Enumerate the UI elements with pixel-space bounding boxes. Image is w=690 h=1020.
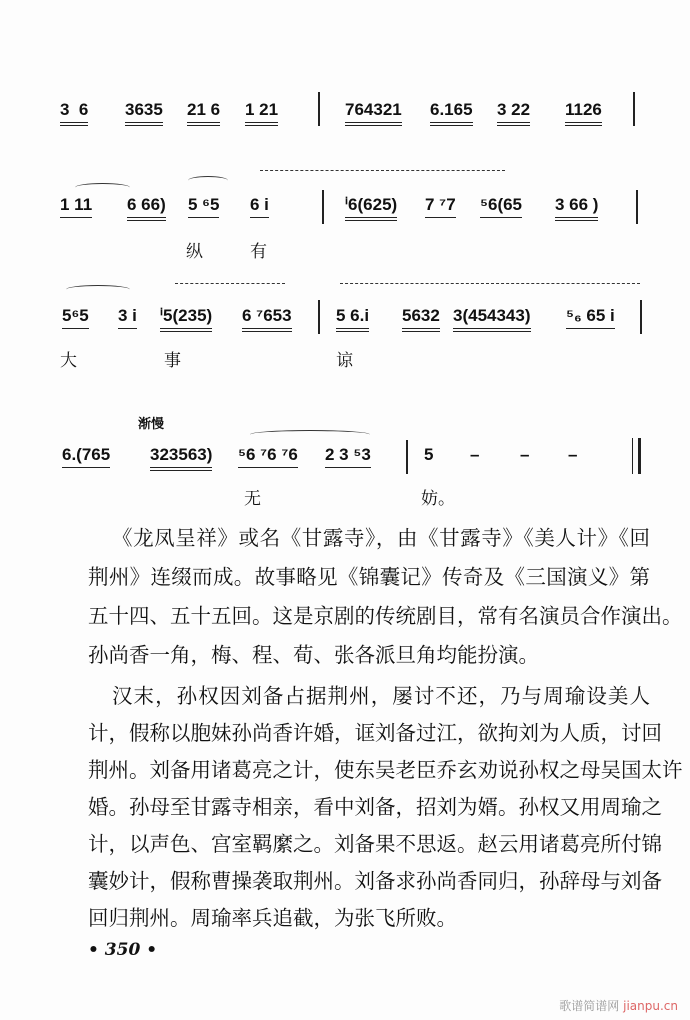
note-group: 6 ⁷653 [242, 306, 292, 332]
barline [633, 92, 635, 126]
note-group: 5 ⁶5 [188, 195, 219, 218]
note-group: 6.165 [430, 100, 473, 126]
note-group: 3 6 [60, 100, 88, 126]
barline [636, 190, 638, 224]
barline [406, 440, 408, 474]
note-group: 6 i [250, 195, 269, 218]
note-group: 3635 [125, 100, 163, 126]
dash: – [520, 445, 530, 464]
note-group: 5 6.i [336, 306, 369, 332]
barline [318, 92, 320, 126]
barline [640, 300, 642, 334]
text-line: 《龙凤呈祥》或名《甘露寺》，由《甘露寺》《美人计》《回 [112, 526, 650, 550]
barline [322, 190, 324, 224]
note-group: 5⁶5 [62, 306, 89, 329]
text-line: 计，假称以胞妹孙尚香许婚，诓刘备过江，欲拘刘为人质，讨回 [88, 721, 662, 745]
text-line: 婚。孙母至甘露寺相亲，看中刘备，招刘为婿。孙权又用周瑜之 [88, 795, 662, 819]
note-group: 5632 [402, 306, 440, 332]
slur [250, 430, 370, 439]
lyric: 纵 [186, 242, 203, 262]
dash: – [568, 445, 578, 464]
note-group: ⁵₆ 65 i [566, 306, 615, 329]
note-group: 1126 [565, 100, 602, 126]
slur [66, 285, 130, 294]
note-group: ⁱ5(235) [160, 306, 212, 332]
final-barline [632, 438, 641, 474]
slur [188, 176, 228, 185]
note-group: 6.(765 [62, 445, 110, 468]
lyric: 事 [164, 351, 181, 371]
text-line: 孙尚香一角，梅、程、荀、张各派旦角均能扮演。 [88, 643, 539, 667]
text-line: 荆州》连缀而成。故事略见《锦囊记》传奇及《三国演义》第 [88, 565, 650, 589]
text-line: 回归荆州。周瑜率兵追截，为张飞所败。 [88, 906, 457, 930]
lyric: 妨。 [421, 489, 455, 509]
note-group: ⁱ6(625) [345, 195, 397, 221]
note-group: 5 [424, 445, 434, 464]
note-group: 6 66) [127, 195, 166, 221]
lyric: 无 [244, 489, 261, 509]
phrase-line [340, 283, 640, 290]
note-group: 3(454343) [453, 306, 531, 332]
note-group: ⁵6(65 [480, 195, 522, 218]
watermark-cn: 歌谱简谱网 [559, 999, 620, 1013]
phrase-line [175, 283, 285, 290]
note-group: 764321 [345, 100, 402, 126]
note-group: 21 6 [187, 100, 220, 126]
page-number: • 350 • [88, 940, 158, 960]
slur [75, 183, 130, 192]
note-group: 2 3 ⁵3 [325, 445, 371, 468]
watermark [559, 997, 678, 1014]
note-group: 323563) [150, 445, 212, 471]
text-line: 汉末，孙权因刘备占据荆州，屡讨不还，乃与周瑜设美人 [112, 684, 650, 708]
text-line: 计，以声色、宫室羁縻之。刘备果不思返。赵云用诸葛亮所付锦 [88, 832, 662, 856]
note-group: ⁵6 ⁷6 ⁷6 [238, 445, 298, 468]
note-group: 3 i [118, 306, 137, 329]
tempo-marking: 渐慢 [138, 417, 165, 432]
note-group: 1 21 [245, 100, 278, 126]
note-group: 7 ⁷7 [425, 195, 456, 218]
note-group: 1 11 [60, 195, 92, 218]
text-line: 荆州。刘备用诸葛亮之计，使东吴老臣乔玄劝说孙权之母吴国太许 [88, 758, 683, 782]
note-group: 3 22 [497, 100, 530, 126]
text-line: 囊妙计，假称曹操袭取荆州。刘备求孙尚香同归，孙辞母与刘备 [88, 869, 662, 893]
lyric: 有 [250, 242, 267, 262]
watermark-url: jianpu.cn [623, 999, 678, 1013]
phrase-line [260, 170, 505, 177]
barline [318, 300, 320, 334]
note-group: 3 66 ) [555, 195, 598, 221]
dash: – [470, 445, 480, 464]
lyric: 谅 [336, 351, 353, 371]
lyric: 大 [60, 351, 77, 371]
text-line: 五十四、五十五回。这是京剧的传统剧目，常有名演员合作演出。 [88, 604, 683, 628]
